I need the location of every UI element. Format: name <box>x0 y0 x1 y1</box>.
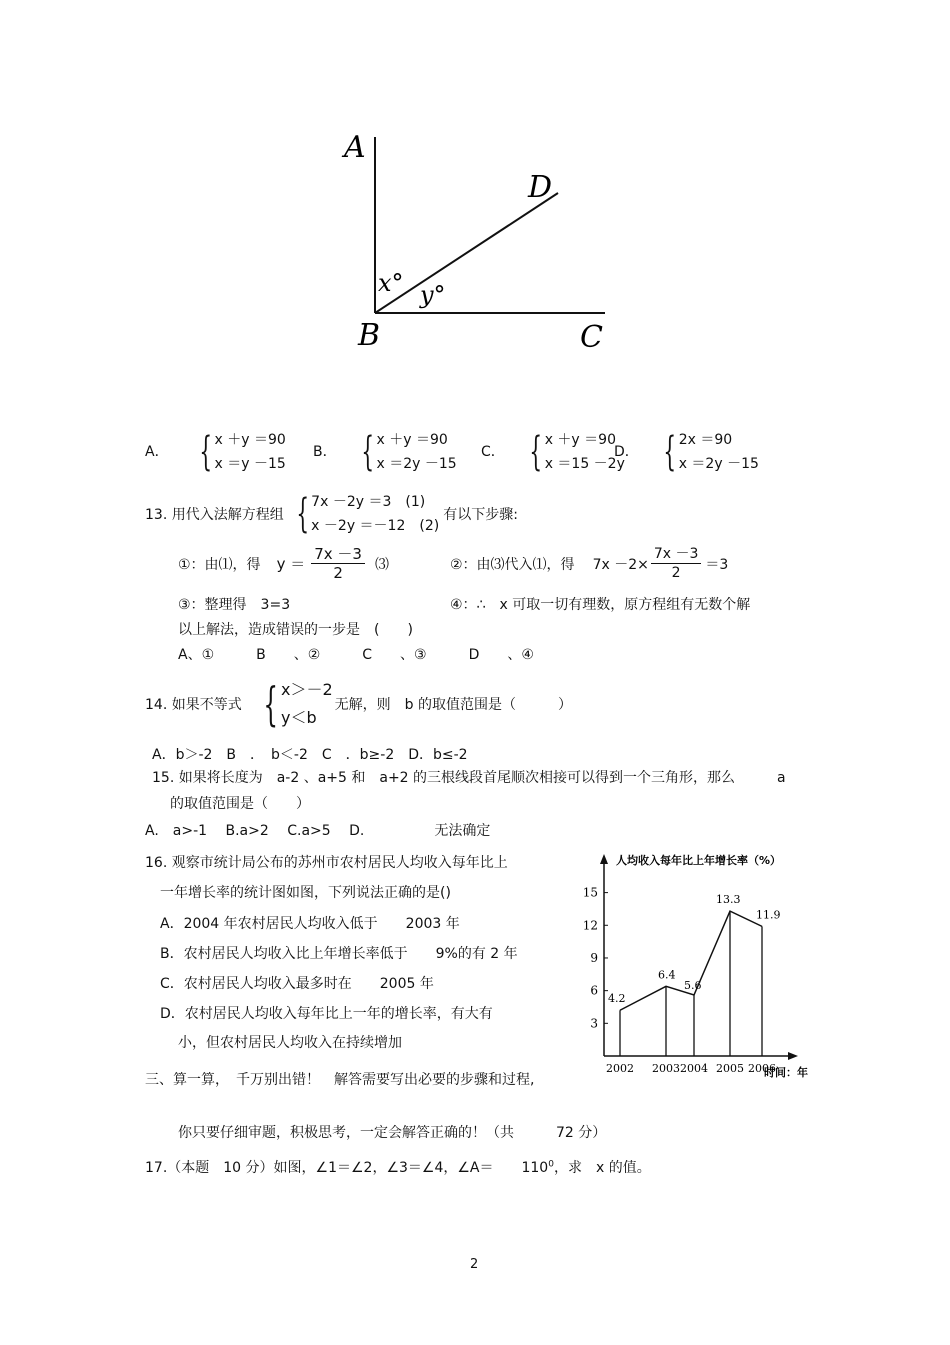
q17-text: 17.（本题 10 分）如图，∠1＝∠2，∠3＝∠4，∠A＝ $110^0$，求 x 的值。 <box>145 1159 651 1176</box>
label-d: D <box>528 170 553 205</box>
q12-option-b: B． { x ＋y ＝90 x ＝2y －15 <box>313 429 457 475</box>
q15-choices: A. a>-1 B.a>2 C.a>5 D. 无法确定 <box>145 823 491 839</box>
q16-option-d-line1: D．农村居民人均收入每年比上一年的增长率，有大有 <box>160 1006 493 1022</box>
q13-step3: ③：整理得 3=3 <box>178 597 291 613</box>
section3-line2: 你只要仔细审题，积极思考，一定会解答正确的！（共 72 分） <box>178 1125 607 1141</box>
q16-option-c: C．农村居民人均收入最多时在 2005 年 <box>160 976 434 992</box>
y-axis-arrow <box>600 854 608 864</box>
x-tick-label: 2005 <box>716 1062 744 1075</box>
x-tick-label: 2004 <box>680 1062 708 1075</box>
label-a: A <box>344 130 366 165</box>
page-number: 2 <box>470 1257 479 1272</box>
q16-line1: 16. 观察市统计局公布的苏州市农村居民人均收入每年比上 <box>145 855 508 871</box>
q12-option-d: D． { 2x ＝90 x ＝2y －15 <box>614 429 759 475</box>
q13-question: 以上解法，造成错误的一步是 ( ) <box>178 622 413 638</box>
label-c: C <box>580 320 603 355</box>
y-tick-label: 6 <box>590 983 598 998</box>
data-label-2003: 6.4 <box>658 968 676 982</box>
angle-figure <box>330 125 630 360</box>
q13-step4: ④：∴ x 可取一切有理数，原方程组有无数个解 <box>450 597 751 613</box>
x-tick-label: 2002 <box>606 1062 634 1075</box>
q15-line1: 15. 如果将长度为 a-2 、a+5 和 a+2 的三根线段首尾顺次相接可以得到一个三角形，那么 a <box>152 770 786 786</box>
data-label-2004: 5.6 <box>684 978 702 992</box>
growth-rate-chart <box>578 848 828 1088</box>
q13-choices: A、① B 、② C 、③ D 、④ <box>178 647 534 663</box>
q15-line2: 的取值范围是（ ） <box>170 796 310 812</box>
q13-step1: ①：由⑴，得 y ＝ $\frac{7x -3}{2}$ ⑶ <box>178 545 389 582</box>
y-tick-label: 9 <box>590 950 598 965</box>
chart-xlabel: 时间：年 <box>764 1066 808 1079</box>
x-tick-label: 2006 <box>748 1062 776 1075</box>
data-label-2002: 4.2 <box>608 992 626 1006</box>
q14-choices: A．b＞-2 B ． b＜-2 C ．b≥-2 D．b≤-2 <box>152 747 468 763</box>
q12-option-c: C． { x ＋y ＝90 x ＝15 －2y <box>481 429 625 475</box>
y-tick-label: 15 <box>582 885 598 900</box>
data-label-2005: 13.3 <box>716 893 741 907</box>
q16-option-d-line2: 小，但农村居民人均收入在持续增加 <box>178 1035 402 1051</box>
section3-line1: 三、算一算， 千万别出错！ 解答需要写出必要的步骤和过程, <box>145 1072 535 1088</box>
angle-y-label: y° <box>420 281 446 309</box>
y-tick-label: 12 <box>582 918 598 933</box>
chart-title: 人均收入每年比上年增长率（%） <box>616 854 782 867</box>
y-tick-label: 3 <box>590 1016 598 1031</box>
q13-step2: ②：由⑶代入⑴，得 7x －2× $\frac{7x -3}{2}$ ＝3 <box>450 546 729 581</box>
q12-option-a: A． { x ＋y ＝90 x ＝y －15 <box>145 429 286 475</box>
series-line <box>620 911 762 1010</box>
data-label-2006: 11.9 <box>756 908 781 922</box>
q14-header: 14. 如果不等式 { x＞－2 y＜b 无解，则 b 的取值范围是（ ） <box>145 677 572 731</box>
q16-option-b: B．农村居民人均收入比上年增长率低于 9%的有 2 年 <box>160 946 518 962</box>
x-axis-arrow <box>788 1052 798 1060</box>
q16-line2: 一年增长率的统计图如图，下列说法正确的是() <box>160 885 451 901</box>
q13-header: 13. 用代入法解方程组 { 7x －2y ＝3 (1) x －2y ＝－12 (2) 有以下步骤: <box>145 491 518 537</box>
q16-option-a: A．2004 年农村居民人均收入低于 2003 年 <box>160 916 460 932</box>
angle-x-label: x° <box>378 269 404 297</box>
label-b: B <box>358 318 381 353</box>
x-tick-label: 2003 <box>652 1062 680 1075</box>
